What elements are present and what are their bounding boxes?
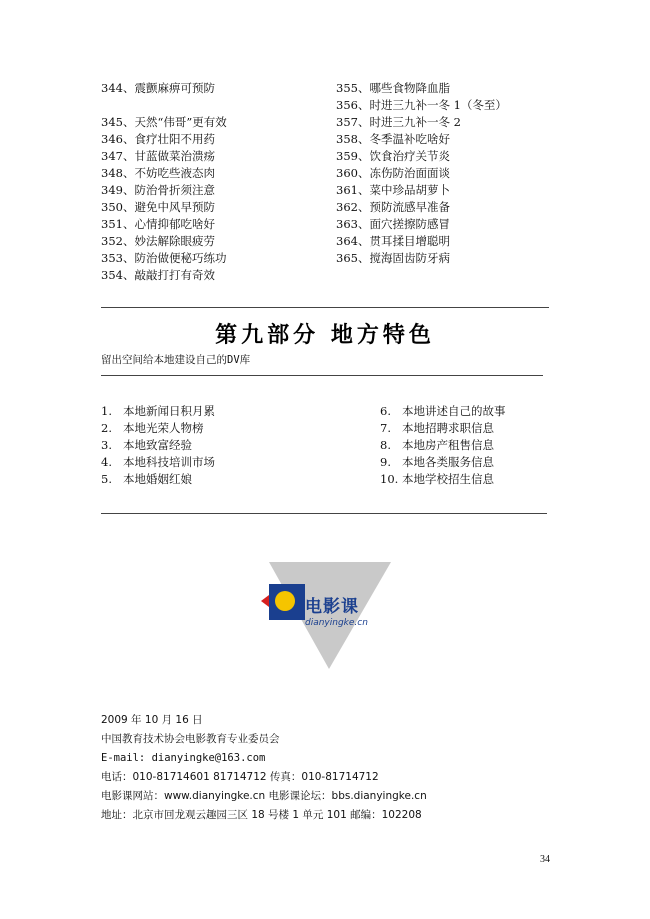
list-item: 6. 本地讲述自己的故事	[380, 404, 506, 418]
tips-list-left	[101, 80, 227, 284]
divider-subtitle	[101, 375, 543, 376]
list-item: 3. 本地致富经验	[101, 438, 192, 452]
logo-domain: dianyingke.cn	[305, 618, 368, 628]
list-item: 344、震颤麻痹可预防	[101, 81, 215, 95]
list-item: 361、菜中珍品胡萝卜	[336, 183, 450, 197]
tips-list-right	[336, 80, 507, 267]
list-item: 354、敲敲打打有奇效	[101, 268, 215, 282]
contact-organization: 中国教育技术协会电影教育专业委员会	[101, 733, 280, 745]
list-item: 4. 本地科技培训市场	[101, 455, 215, 469]
section-title: 第九部分 地方特色	[215, 322, 435, 348]
contact-address: 地址：北京市回龙观云趣园三区 18 号楼 1 单元 101 邮编：102208	[101, 809, 422, 821]
list-item: 350、避免中风早预防	[101, 200, 215, 214]
logo-red-arrow	[261, 595, 269, 607]
list-item: 347、甘蓝做菜治溃疡	[101, 149, 215, 163]
contact-date: 2009 年 10 月 16 日	[101, 714, 203, 726]
contact-website: 电影课网站：www.dianyingke.cn 电影课论坛：bbs.dianyingke.cn	[101, 790, 427, 802]
list-item: 346、食疗壮阳不用药	[101, 132, 215, 146]
list-item: 352、妙法解除眼疲劳	[101, 234, 215, 248]
list-item: 357、时进三九补一冬 2	[336, 115, 461, 129]
list-item: 358、冬季温补吃啥好	[336, 132, 450, 146]
list-item: 351、心情抑郁吃啥好	[101, 217, 215, 231]
list-item: 348、不妨吃些液态肉	[101, 166, 215, 180]
list-item: 345、天然“伟哥”更有效	[101, 115, 227, 129]
list-item: 7. 本地招聘求职信息	[380, 421, 494, 435]
list-item: 360、冻伤防治面面谈	[336, 166, 450, 180]
list-item: 356、时进三九补一冬 1（冬至）	[336, 98, 507, 112]
contact-info	[101, 711, 427, 825]
list-item: 355、哪些食物降血脂	[336, 81, 450, 95]
list-item: 2. 本地光荣人物榜	[101, 421, 204, 435]
list-item: 349、防治骨折须注意	[101, 183, 215, 197]
list-item: 359、饮食治疗关节炎	[336, 149, 450, 163]
list-item: 362、预防流感早准备	[336, 200, 450, 214]
list-item: 363、面穴搓擦防感冒	[336, 217, 450, 231]
list-item: 365、搅海固齿防牙病	[336, 251, 450, 265]
page-number: 34	[540, 854, 550, 865]
list-item: 364、贯耳揉目增聪明	[336, 234, 450, 248]
section-subtitle: 留出空间给本地建设自己的DV库	[101, 354, 251, 366]
logo-name: 电影课	[305, 597, 359, 617]
logo-text	[305, 592, 368, 628]
divider-bottom	[101, 513, 547, 514]
contact-phone: 电话：010-81714601 81714712 传真：010-81714712	[101, 771, 379, 783]
list-item: 353、防治做便秘巧练功	[101, 251, 227, 265]
contact-email: E-mail: dianyingke@163.com	[101, 752, 266, 764]
list-item: 1. 本地新闻日积月累	[101, 404, 215, 418]
local-list-right	[380, 403, 506, 488]
list-item: 9. 本地各类服务信息	[380, 455, 494, 469]
list-item: 8. 本地房产租售信息	[380, 438, 494, 452]
divider-top	[101, 307, 549, 308]
list-item: 5. 本地婚姻红娘	[101, 472, 192, 486]
logo-yellow-circle	[275, 591, 295, 611]
list-spacer	[101, 97, 227, 114]
local-list-left	[101, 403, 215, 488]
list-item: 10. 本地学校招生信息	[380, 472, 494, 486]
